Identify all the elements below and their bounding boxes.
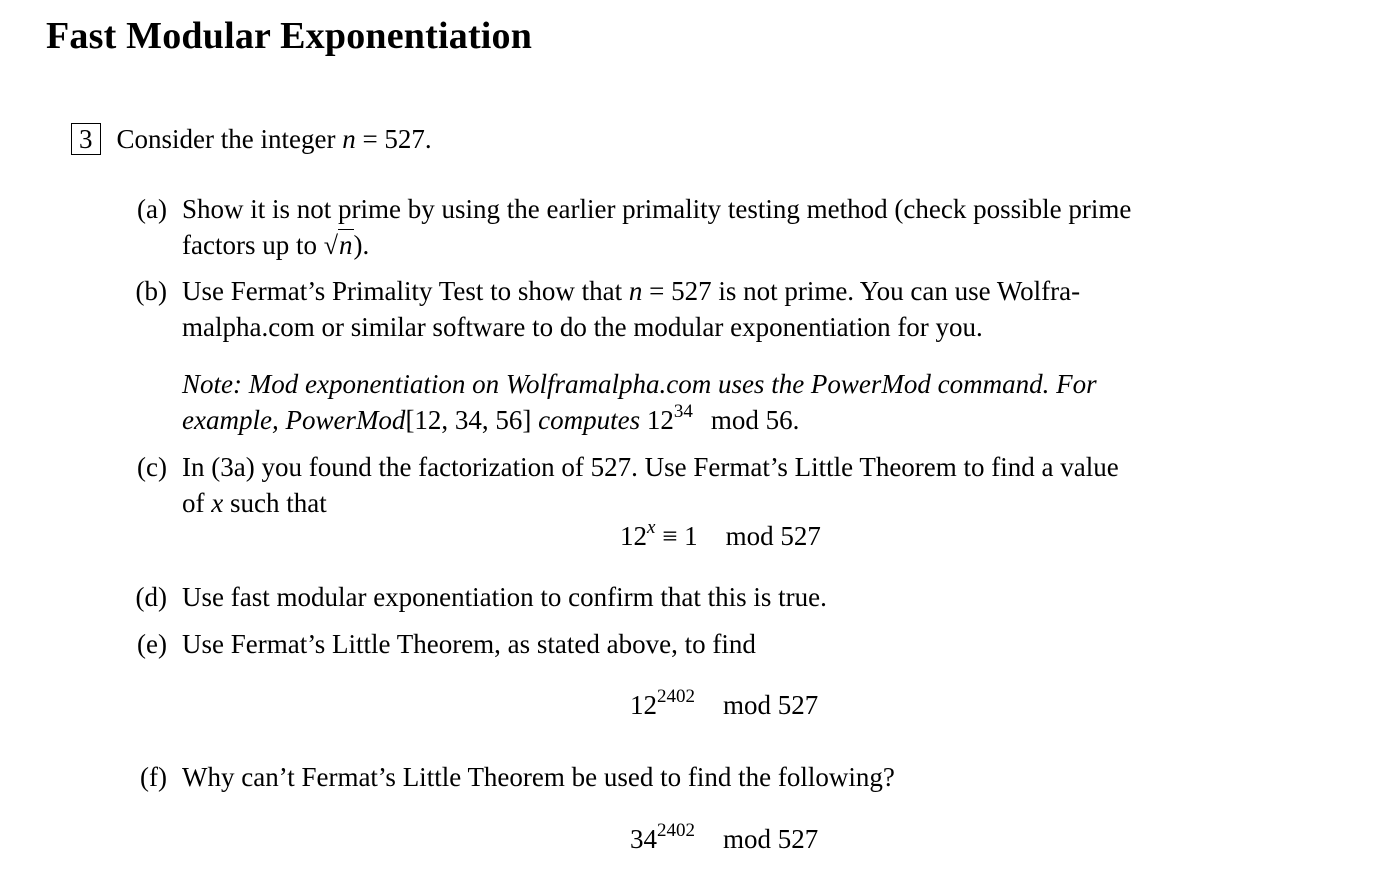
note-line1: Note: Mod exponentiation on Wolframalpha.com uses the PowerMod command. For (182, 369, 1097, 399)
part-label: (d) (135, 582, 167, 612)
part-label: (f) (140, 762, 167, 792)
part-a-line1: Show it is not prime by using the earlier primality testing method (check possible prime (182, 194, 1132, 224)
page-title: Fast Modular Exponentiation (46, 15, 533, 57)
part-body (182, 191, 1293, 264)
problem-intro: Consider the integer n = 527. (116, 123, 432, 154)
part-label: (b) (135, 276, 167, 306)
part-c-line1: In (3a) you found the factorization of 527. Use Fermat’s Little Theorem to find a value (182, 452, 1119, 482)
note-body (182, 366, 1293, 438)
equation-c: $12^x \equiv 1$ mod 527 (620, 517, 821, 551)
problem-number-box: 3 (71, 123, 101, 155)
sqrt-icon: √ (323, 231, 338, 260)
part-b-line2: malpha.com or similar software to do the modular exponentiation for you. (182, 312, 983, 342)
part-body (182, 273, 1293, 345)
part-f-text: Why can’t Fermat’s Little Theorem be used to find the following? (182, 762, 895, 792)
part-e-text: Use Fermat’s Little Theorem, as stated above, to find (182, 629, 756, 659)
part-b-line1: Use Fermat’s Primality Test to show that n = 527 is not prime. You can use Wolfra- (182, 276, 1081, 306)
part-c-line2: of x such that (182, 488, 327, 518)
note-line2: example, PowerMod[12, 34, 56] computes $12^{34}$ mod 56. (182, 401, 800, 435)
part-d-text: Use fast modular exponentiation to confirm that this is true. (182, 582, 827, 612)
part-label: (a) (137, 194, 167, 224)
equation-f: $34^{2402}$ mod 527 (630, 820, 819, 854)
part-label: (e) (137, 629, 167, 659)
part-a-line2: factors up to √n). (182, 230, 370, 260)
part-body (182, 449, 1293, 521)
equation-e: $12^{2402}$ mod 527 (630, 686, 819, 720)
part-label: (c) (137, 452, 167, 482)
problem-header (71, 123, 432, 155)
